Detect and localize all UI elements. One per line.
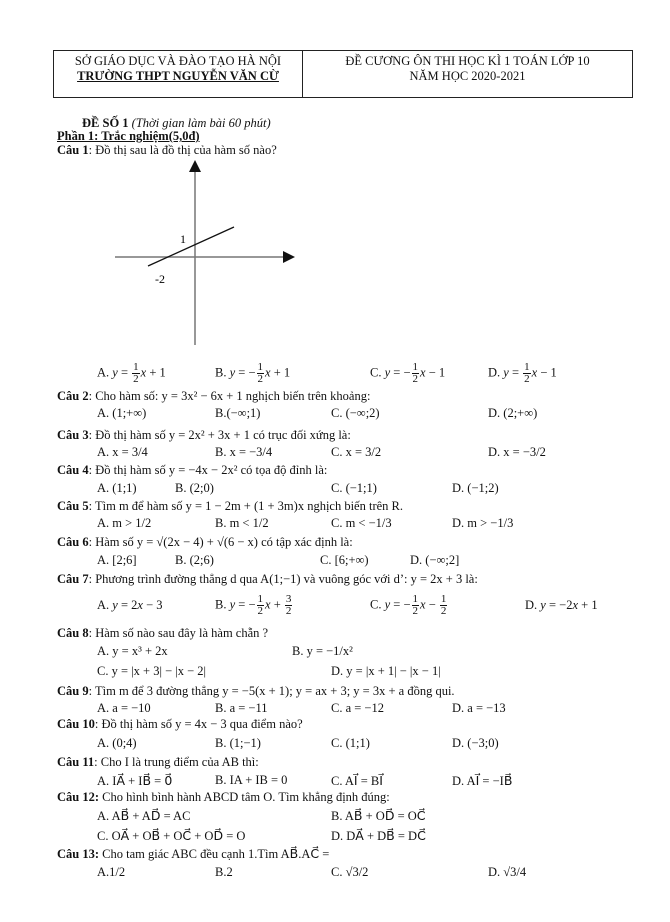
q11-option-c: C. AI⃗ = BI⃗ — [331, 774, 383, 788]
question-label: Câu 1 — [57, 143, 89, 157]
question-1 — [57, 143, 277, 158]
q6-option-b: B. (2;6) — [175, 553, 214, 567]
document-title: ĐỀ CƯƠNG ÔN THI HỌC KÌ 1 TOÁN LỚP 10 — [345, 54, 590, 68]
q3-option-b: B. x = −3/4 — [215, 445, 273, 459]
q7-option-b: B. y = − $\frac{1}{2}$ x + $\frac{3}{2}$ — [215, 593, 292, 617]
q11-option-a: A. IA⃗ + IB⃗ = 0⃗ — [97, 774, 173, 788]
q5-option-d: D. m > −1/3 — [452, 516, 514, 530]
q1-option-a: A. y = $\frac{1}{2}$ x + 1 — [97, 361, 166, 385]
q10-option-d: D. (−3;0) — [452, 736, 499, 750]
q7-option-d: D. y = −2x + 1 — [525, 598, 598, 612]
question-text: : Đồ thị hàm số y = 4x − 3 qua điểm nào? — [94, 717, 303, 731]
question-label: Câu 7 — [57, 572, 89, 586]
part-heading: Phần 1: Trắc nghiệm(5,0đ) — [57, 129, 200, 143]
function-line — [148, 227, 234, 266]
question-label: Câu 8 — [57, 626, 89, 640]
q6-option-d: D. (−∞;2] — [410, 553, 460, 567]
q4-option-c: C. (−1;1) — [331, 481, 377, 495]
department-name: SỞ GIÁO DỤC VÀ ĐÀO TẠO HÀ NỘI — [74, 54, 282, 68]
q9-option-b: B. a = −11 — [215, 701, 268, 715]
q12-option-b: B. AB⃗ + OD⃗ = OC⃗ — [331, 809, 426, 823]
question-label: Câu 4 — [57, 463, 89, 477]
header-left — [54, 51, 303, 97]
question-3 — [57, 428, 351, 443]
question-text: : Tìm m để hàm số y = 1 − 2m + (1 + 3m)x nghịch biến trên R. — [88, 499, 404, 513]
q10-option-b: B. (1;−1) — [215, 736, 261, 750]
question-label: Câu 12: — [57, 790, 100, 804]
q4-option-a: A. (1;1) — [97, 481, 137, 495]
question-label: Câu 9 — [57, 684, 89, 698]
y-intercept-label: 1 — [180, 232, 186, 246]
q2-option-a: A. (1;+∞) — [97, 406, 147, 420]
question-label: Câu 6 — [57, 535, 89, 549]
question-8 — [57, 626, 268, 641]
q7-option-c: C. y = − $\frac{1}{2}$ x − $\frac{1}{2}$ — [370, 593, 447, 617]
question-text: : Phương trình đường thẳng d qua A(1;−1) và vuông góc với d’: y = 2x + 3 là: — [88, 572, 478, 586]
question-text: : Đồ thị sau là đồ thị của hàm số nào? — [88, 143, 277, 157]
q13-option-c: C. √3/2 — [331, 865, 369, 879]
line-graph-figure — [110, 160, 310, 360]
q1-option-d: D. y = $\frac{1}{2}$ x − 1 — [488, 361, 557, 385]
question-9 — [57, 684, 455, 699]
q5-option-a: A. m > 1/2 — [97, 516, 152, 530]
question-text: : Đồ thị hàm số y = −4x − 2x² có tọa độ đỉnh là: — [88, 463, 328, 477]
question-label: Câu 11 — [57, 755, 95, 769]
question-label: Câu 2 — [57, 389, 89, 403]
q3-option-d: D. x = −3/2 — [488, 445, 546, 459]
question-text: : Hàm số nào sau đây là hàm chẵn ? — [88, 626, 269, 640]
question-13 — [57, 846, 329, 862]
q11-option-b: B. IA + IB = 0 — [215, 773, 288, 787]
q1-option-c: C. y = − $\frac{1}{2}$ x − 1 — [370, 361, 446, 385]
q8-option-d: D. y = |x + 1| − |x − 1| — [331, 664, 441, 678]
q3-option-a: A. x = 3/4 — [97, 445, 148, 459]
question-12 — [57, 790, 390, 805]
question-label: Câu 10 — [57, 717, 95, 731]
question-6 — [57, 535, 353, 550]
question-text: Cho tam giác ABC đều cạnh 1.Tìm AB⃗.AC⃗ = — [99, 847, 330, 861]
question-10 — [57, 717, 303, 732]
q12-option-a: A. AB⃗ + AD⃗ = AC — [97, 809, 191, 823]
q3-option-c: C. x = 3/2 — [331, 445, 382, 459]
question-label: Câu 3 — [57, 428, 89, 442]
q10-option-c: C. (1;1) — [331, 736, 370, 750]
q12-option-c: C. OA⃗ + OB⃗ + OC⃗ + OD⃗ = O — [97, 829, 246, 843]
q13-option-d: D. √3/4 — [488, 865, 527, 879]
q12-option-d: D. DA⃗ + DB⃗ = DC⃗ — [331, 829, 426, 843]
question-label: Câu 5 — [57, 499, 89, 513]
header-right — [303, 51, 632, 97]
q5-option-b: B. m < 1/2 — [215, 516, 269, 530]
x-intercept-label: -2 — [155, 272, 165, 286]
question-text: : Đồ thị hàm số y = 2x² + 3x + 1 có trục đối xứng là: — [88, 428, 351, 442]
question-text: : Cho I là trung điểm của AB thì: — [94, 755, 259, 769]
q13-option-a: A.1/2 — [97, 865, 126, 879]
exam-time-note: (Thời gian làm bài 60 phút) — [131, 116, 271, 130]
question-2 — [57, 389, 370, 404]
q6-option-a: A. [2;6] — [97, 553, 137, 567]
question-11 — [57, 755, 259, 770]
question-7 — [57, 572, 478, 587]
exam-title: ĐỀ SỐ 1 — [82, 116, 129, 130]
q1-option-b: B. y = − $\frac{1}{2}$ x + 1 — [215, 361, 291, 385]
q9-option-a: A. a = −10 — [97, 701, 151, 715]
question-text: Cho hình bình hành ABCD tâm O. Tìm khẳng định đúng: — [99, 790, 390, 804]
q2-option-b: B.(−∞;1) — [215, 406, 261, 420]
question-text: : Cho hàm số: y = 3x² − 6x + 1 nghịch biến trên khoảng: — [88, 389, 371, 403]
q8-option-a: A. y = x³ + 2x — [97, 644, 168, 658]
question-4 — [57, 463, 327, 478]
question-text: : Hàm số y = √(2x − 4) + √(6 − x) có tập xác định là: — [88, 535, 353, 549]
q8-option-b: B. y = −1/x² — [292, 644, 353, 658]
q9-option-d: D. a = −13 — [452, 701, 506, 715]
q11-option-d: D. AI⃗ = −IB⃗ — [452, 774, 513, 788]
question-text: : Tìm m để 3 đường thẳng y = −5(x + 1); y = ax + 3; y = 3x + a đồng qui. — [88, 684, 455, 698]
q5-option-c: C. m < −1/3 — [331, 516, 392, 530]
school-year: NĂM HỌC 2020-2021 — [409, 69, 526, 83]
document-header — [53, 50, 633, 98]
q2-option-c: C. (−∞;2) — [331, 406, 380, 420]
q7-option-a: A. y = 2x − 3 — [97, 598, 163, 612]
q6-option-c: C. [6;+∞) — [320, 553, 369, 567]
question-5 — [57, 499, 403, 514]
q13-option-b: B.2 — [215, 865, 233, 879]
q9-option-c: C. a = −12 — [331, 701, 384, 715]
q10-option-a: A. (0;4) — [97, 736, 137, 750]
q8-option-c: C. y = |x + 3| − |x − 2| — [97, 664, 207, 678]
q4-option-d: D. (−1;2) — [452, 481, 499, 495]
q4-option-b: B. (2;0) — [175, 481, 214, 495]
school-name: TRƯỜNG THPT NGUYỄN VĂN CỪ — [77, 69, 279, 83]
q2-option-d: D. (2;+∞) — [488, 406, 538, 420]
question-label: Câu 13: — [57, 847, 100, 861]
